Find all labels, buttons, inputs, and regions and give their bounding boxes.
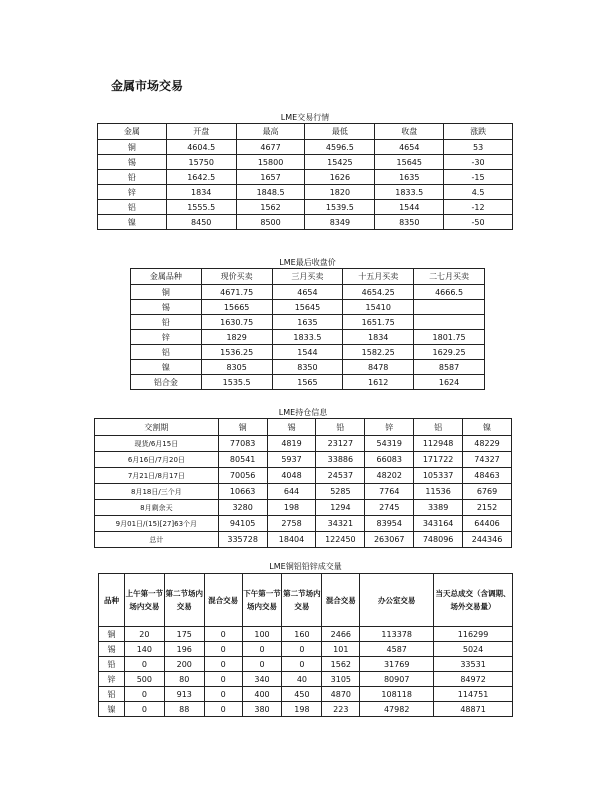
column-header: 混合交易 <box>322 574 360 627</box>
table-cell: 1833.5 <box>272 330 343 345</box>
table-cell: 380 <box>242 702 282 717</box>
table-row <box>131 330 485 345</box>
row-label: 8月18日/三个月 <box>95 484 219 500</box>
table-cell: 450 <box>282 687 322 702</box>
table-cell: 4666.5 <box>414 285 485 300</box>
table-cell: 74327 <box>463 452 512 468</box>
table-cell: 7764 <box>365 484 414 500</box>
row-label: 铅 <box>98 170 167 185</box>
table-cell: 171722 <box>414 452 463 468</box>
table-cell: 1626 <box>305 170 375 185</box>
table-cell: 70056 <box>218 468 267 484</box>
table-row <box>95 484 512 500</box>
table-cell: 0 <box>204 672 242 687</box>
table-cell: 54319 <box>365 436 414 452</box>
column-header: 品种 <box>99 574 125 627</box>
row-label: 总计 <box>95 532 219 548</box>
table-cell: 4.5 <box>444 185 513 200</box>
table-cell: 1544 <box>272 345 343 360</box>
table-cell: 8478 <box>343 360 414 375</box>
table-cell: 1612 <box>343 375 414 390</box>
table-cell: 0 <box>282 642 322 657</box>
table-cell: 1657 <box>236 170 305 185</box>
table-cell: 198 <box>282 702 322 717</box>
table-cell: 48463 <box>463 468 512 484</box>
column-header: 交割期 <box>95 419 219 436</box>
table-cell: 10663 <box>218 484 267 500</box>
table-row <box>98 215 513 230</box>
table-cell: 1629.25 <box>414 345 485 360</box>
row-label: 镍 <box>98 215 167 230</box>
row-label: 现货/6月15日 <box>95 436 219 452</box>
table-cell: 4654 <box>375 140 444 155</box>
table-cell: 3105 <box>322 672 360 687</box>
table-cell: 644 <box>267 484 316 500</box>
table-cell: 198 <box>267 500 316 516</box>
column-header: 铝 <box>414 419 463 436</box>
table-cell: 1833.5 <box>375 185 444 200</box>
table-cell: 4671.75 <box>201 285 272 300</box>
lme-volume-table <box>98 573 513 717</box>
table-cell: 0 <box>282 657 322 672</box>
row-label: 锡 <box>131 300 202 315</box>
column-header: 锌 <box>365 419 414 436</box>
table-cell: 84972 <box>434 672 513 687</box>
table-row <box>99 657 513 672</box>
page-title: 金属市场交易 <box>111 79 184 93</box>
table-cell: 40 <box>282 672 322 687</box>
lme-trading-table <box>97 123 513 230</box>
row-label: 锌 <box>99 672 125 687</box>
table-cell: 2758 <box>267 516 316 532</box>
table-cell: 113378 <box>360 627 434 642</box>
table-cell: 94105 <box>218 516 267 532</box>
table-cell: 400 <box>242 687 282 702</box>
table-cell: -30 <box>444 155 513 170</box>
table-cell: 34321 <box>316 516 365 532</box>
table-cell: 1624 <box>414 375 485 390</box>
column-header: 当天总成交（含调期、场外交易量） <box>434 574 513 627</box>
table-cell: 4870 <box>322 687 360 702</box>
table-cell: 1829 <box>201 330 272 345</box>
table-cell <box>414 315 485 330</box>
column-header: 办公室交易 <box>360 574 434 627</box>
table-cell: 2152 <box>463 500 512 516</box>
table-cell: 48229 <box>463 436 512 452</box>
row-label: 铝合金 <box>131 375 202 390</box>
table-row <box>98 170 513 185</box>
column-header: 上午第一节场内交易 <box>124 574 164 627</box>
table-cell: 1562 <box>322 657 360 672</box>
row-label: 8月剩余天 <box>95 500 219 516</box>
table-cell: 263067 <box>365 532 414 548</box>
table-cell: 1539.5 <box>305 200 375 215</box>
table-cell: 80 <box>164 672 204 687</box>
column-header: 下午第一节场内交易 <box>242 574 282 627</box>
table-cell: 0 <box>204 627 242 642</box>
table-cell: 4677 <box>236 140 305 155</box>
table-cell: 64406 <box>463 516 512 532</box>
table-cell: 335728 <box>218 532 267 548</box>
table-row <box>131 345 485 360</box>
table-cell: 1555.5 <box>166 200 236 215</box>
table-cell: 1834 <box>343 330 414 345</box>
table-cell: 8350 <box>375 215 444 230</box>
table-cell: 77083 <box>218 436 267 452</box>
table-cell: 23127 <box>316 436 365 452</box>
table-cell: 4048 <box>267 468 316 484</box>
table-cell: 122450 <box>316 532 365 548</box>
column-header: 开盘 <box>166 124 236 140</box>
table-cell: 8349 <box>305 215 375 230</box>
table-cell: 80907 <box>360 672 434 687</box>
table-cell: 116299 <box>434 627 513 642</box>
table-cell: 18404 <box>267 532 316 548</box>
table-cell: 1820 <box>305 185 375 200</box>
column-header: 十五月买卖 <box>343 269 414 285</box>
row-label: 锡 <box>98 155 167 170</box>
table-cell: 1562 <box>236 200 305 215</box>
table-cell: 4654.25 <box>343 285 414 300</box>
column-header: 混合交易 <box>204 574 242 627</box>
table-cell: 53 <box>444 140 513 155</box>
table-cell: 33886 <box>316 452 365 468</box>
column-header: 最低 <box>305 124 375 140</box>
table-cell: 1642.5 <box>166 170 236 185</box>
row-label: 镍 <box>99 702 125 717</box>
table-cell: 4819 <box>267 436 316 452</box>
column-header: 二七月买卖 <box>414 269 485 285</box>
table-cell: 80541 <box>218 452 267 468</box>
table-row <box>98 185 513 200</box>
row-label: 6月16日/7月20日 <box>95 452 219 468</box>
table-cell: 15645 <box>375 155 444 170</box>
column-header: 金属品种 <box>131 269 202 285</box>
table-cell: 0 <box>204 657 242 672</box>
table-cell: -12 <box>444 200 513 215</box>
table-cell: 24537 <box>316 468 365 484</box>
row-label: 镍 <box>131 360 202 375</box>
table-row <box>95 468 512 484</box>
table-cell: 223 <box>322 702 360 717</box>
column-header: 第二节场内交易 <box>164 574 204 627</box>
table-cell: 1635 <box>272 315 343 330</box>
table-cell: 1536.25 <box>201 345 272 360</box>
row-label: 锌 <box>131 330 202 345</box>
table-cell: 48871 <box>434 702 513 717</box>
table-cell: 114751 <box>434 687 513 702</box>
table-cell: 200 <box>164 657 204 672</box>
table-cell: -50 <box>444 215 513 230</box>
column-header: 收盘 <box>375 124 444 140</box>
table-cell: 1544 <box>375 200 444 215</box>
table-cell: 8500 <box>236 215 305 230</box>
table-row <box>131 315 485 330</box>
row-label: 铝 <box>99 687 125 702</box>
table-cell: 5937 <box>267 452 316 468</box>
table-cell: 112948 <box>414 436 463 452</box>
table-cell: 8450 <box>166 215 236 230</box>
table-row <box>95 500 512 516</box>
lme-closing-price-table <box>130 268 485 390</box>
table-cell: 5024 <box>434 642 513 657</box>
table-cell: 343164 <box>414 516 463 532</box>
table-row <box>95 516 512 532</box>
table-row <box>131 375 485 390</box>
table-cell: -15 <box>444 170 513 185</box>
table-cell: 160 <box>282 627 322 642</box>
table-row <box>99 627 513 642</box>
table2-caption: LME最后收盘价 <box>279 258 336 267</box>
table1-caption: LME交易行情 <box>280 113 330 122</box>
column-header: 金属 <box>98 124 167 140</box>
table-cell: 83954 <box>365 516 414 532</box>
table-cell: 15645 <box>272 300 343 315</box>
table-row <box>98 155 513 170</box>
table-row <box>99 702 513 717</box>
table-cell: 0 <box>124 657 164 672</box>
table-cell: 2466 <box>322 627 360 642</box>
table-cell: 15410 <box>343 300 414 315</box>
table-cell: 5285 <box>316 484 365 500</box>
table-cell <box>414 300 485 315</box>
row-label: 锌 <box>98 185 167 200</box>
table-cell: 66083 <box>365 452 414 468</box>
lme-position-table <box>94 418 512 548</box>
table-cell: 196 <box>164 642 204 657</box>
table-cell: 6769 <box>463 484 512 500</box>
table-row <box>95 436 512 452</box>
table-cell: 11536 <box>414 484 463 500</box>
table-cell: 15425 <box>305 155 375 170</box>
column-header: 现价买卖 <box>201 269 272 285</box>
table-cell: 101 <box>322 642 360 657</box>
table-cell: 1582.25 <box>343 345 414 360</box>
table-cell: 0 <box>124 687 164 702</box>
table-row <box>131 360 485 375</box>
table-cell: 33531 <box>434 657 513 672</box>
table-cell: 748096 <box>414 532 463 548</box>
table-row <box>95 532 512 548</box>
table-cell: 8350 <box>272 360 343 375</box>
table-row <box>131 300 485 315</box>
table-cell: 1848.5 <box>236 185 305 200</box>
table-cell: 15750 <box>166 155 236 170</box>
table-cell: 4604.5 <box>166 140 236 155</box>
table-cell: 4596.5 <box>305 140 375 155</box>
table-cell: 1801.75 <box>414 330 485 345</box>
table-row <box>99 672 513 687</box>
row-label: 9月01日/(15)[27]63个月 <box>95 516 219 532</box>
row-label: 7月21日/8月17日 <box>95 468 219 484</box>
table-cell: 108118 <box>360 687 434 702</box>
table-cell: 1565 <box>272 375 343 390</box>
table-cell: 1651.75 <box>343 315 414 330</box>
table-cell: 0 <box>204 702 242 717</box>
row-label: 铝 <box>98 200 167 215</box>
table-row <box>131 285 485 300</box>
table-row <box>98 140 513 155</box>
column-header: 铅 <box>316 419 365 436</box>
table-row <box>99 687 513 702</box>
table-cell: 4654 <box>272 285 343 300</box>
table-cell: 175 <box>164 627 204 642</box>
table-cell: 1294 <box>316 500 365 516</box>
table-row <box>95 452 512 468</box>
table-cell: 244346 <box>463 532 512 548</box>
table3-caption: LME持仓信息 <box>278 408 328 417</box>
table-cell: 140 <box>124 642 164 657</box>
table-cell: 913 <box>164 687 204 702</box>
column-header: 涨跌 <box>444 124 513 140</box>
table4-caption: LME铜铝铅锌成交量 <box>269 562 342 571</box>
column-header: 锡 <box>267 419 316 436</box>
table-cell: 500 <box>124 672 164 687</box>
table-cell: 4587 <box>360 642 434 657</box>
column-header: 最高 <box>236 124 305 140</box>
table-cell: 47982 <box>360 702 434 717</box>
table-cell: 1535.5 <box>201 375 272 390</box>
column-header: 第二节场内交易 <box>282 574 322 627</box>
table-cell: 0 <box>124 702 164 717</box>
table-cell: 0 <box>204 642 242 657</box>
column-header: 铜 <box>218 419 267 436</box>
table-cell: 105337 <box>414 468 463 484</box>
row-label: 铝 <box>131 345 202 360</box>
table-cell: 3280 <box>218 500 267 516</box>
table-cell: 31769 <box>360 657 434 672</box>
table-cell: 1834 <box>166 185 236 200</box>
row-label: 锡 <box>99 642 125 657</box>
column-header: 镍 <box>463 419 512 436</box>
table-cell: 2745 <box>365 500 414 516</box>
table-cell: 15800 <box>236 155 305 170</box>
row-label: 铅 <box>131 315 202 330</box>
table-row <box>99 642 513 657</box>
row-label: 铜 <box>99 627 125 642</box>
table-cell: 3389 <box>414 500 463 516</box>
table-cell: 8305 <box>201 360 272 375</box>
table-cell: 1635 <box>375 170 444 185</box>
table-row <box>98 200 513 215</box>
table-cell: 8587 <box>414 360 485 375</box>
table-cell: 340 <box>242 672 282 687</box>
table-cell: 0 <box>242 642 282 657</box>
row-label: 铜 <box>131 285 202 300</box>
table-cell: 100 <box>242 627 282 642</box>
table-cell: 0 <box>242 657 282 672</box>
table-cell: 15665 <box>201 300 272 315</box>
table-cell: 48202 <box>365 468 414 484</box>
table-cell: 20 <box>124 627 164 642</box>
row-label: 铅 <box>99 657 125 672</box>
row-label: 铜 <box>98 140 167 155</box>
table-cell: 0 <box>204 687 242 702</box>
column-header: 三月买卖 <box>272 269 343 285</box>
table-cell: 88 <box>164 702 204 717</box>
table-cell: 1630.75 <box>201 315 272 330</box>
